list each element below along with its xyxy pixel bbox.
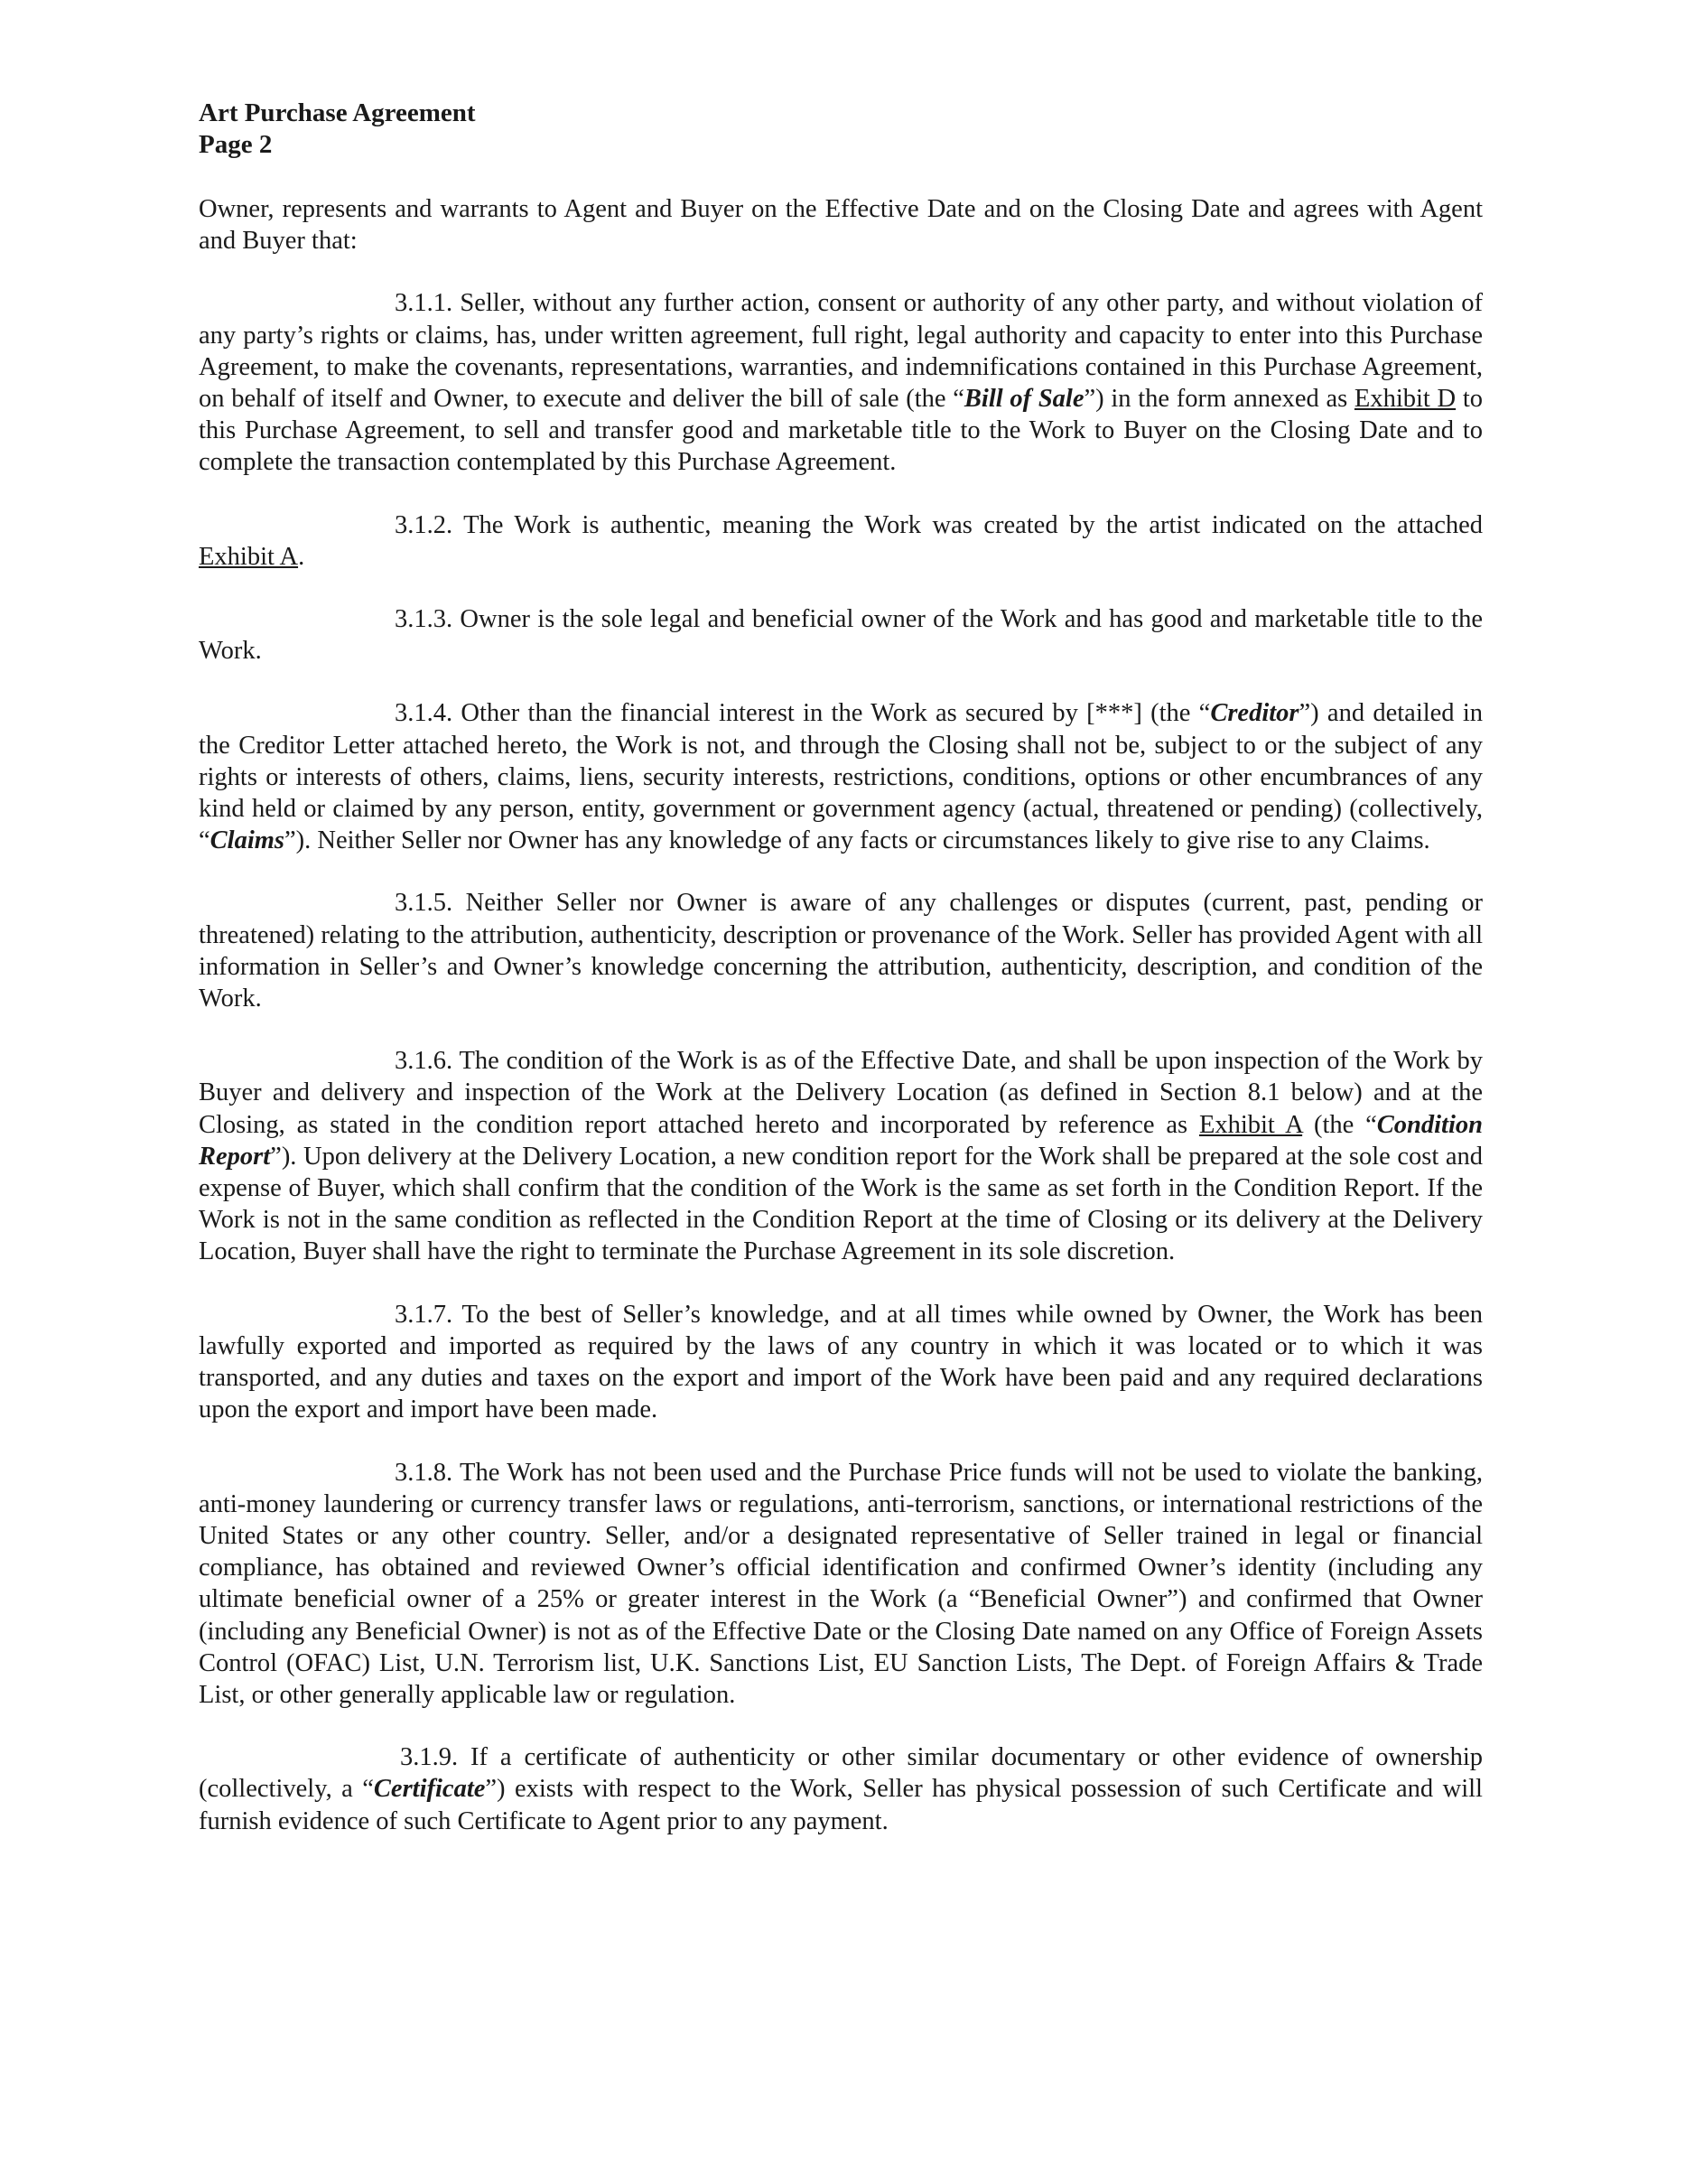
document-page (199, 98, 1483, 1868)
defined-term-condition-report: Condition Report (199, 1110, 1483, 1171)
defined-term-certificate: Certificate (373, 1775, 486, 1804)
exhibit-a-reference: Exhibit A (199, 542, 299, 571)
section-3-1-2: 3.1.2. The Work is authentic, meaning the Work was created by the artist indicated on the attached Exhibit A. (199, 510, 1483, 571)
defined-term-claims: Claims (209, 826, 285, 855)
document-title: Art Purchase Agreement (199, 98, 476, 127)
section-3-1-8: 3.1.8. The Work has not been used and the Purchase Price funds will not be used to violate the banking, anti-money laundering or currency transfer laws or regulations, anti-terrorism, sanctions, or international restrictions of the United States or any other country. Seller, and/or a designated representative of Seller trained in legal or financial compliance, has obtained and reviewed Owner’s official identification and confirmed Owner’s identity (including any ultimate beneficial owner of a 25% or greater interest in the Work (a “Beneficial Owner”) and confirmed that Owner (including any Beneficial Owner) is not as of the Effective Date or the Closing Date named on any Office of Foreign Assets Control (OFAC) List, U.N. Terrorism list, U.K. Sanctions List, EU Sanction Lists, The Dept. of Foreign Affairs & Trade List, or other generally applicable law or regulation. (199, 1458, 1483, 1709)
intro-paragraph: Owner, represents and warrants to Agent and Buyer on the Effective Date and on the Closing Date and agrees with Agent and Buyer that: (199, 195, 1483, 256)
section-3-1-7: 3.1.7. To the best of Seller’s knowledge, and at all times while owned by Owner, the Work has been lawfully exported and imported as required by the laws of any country in which it was located or to which it was transported, and any duties and taxes on the export and import of the Work have been paid and any required declarations upon the export and import have been made. (199, 1300, 1483, 1424)
exhibit-d-reference: Exhibit D (1354, 385, 1457, 414)
section-3-1-4: 3.1.4. Other than the financial interest in the Work as secured by [***] (the “Creditor”) and detailed in the Creditor Letter attached hereto, the Work is not, and through the Closing shall not be, subject to or the subject of any rights or interests of others, claims, liens, security interests, restrictions, conditions, options or other encumbrances of any kind held or claimed by any person, entity, government or government agency (actual, threatened or pending) (collectively, “Claims”). Neither Seller nor Owner has any knowledge of any facts or circumstances likely to give rise to any Claims. (199, 699, 1483, 855)
section-3-1-6: 3.1.6. The condition of the Work is as of the Effective Date, and shall be upon inspection of the Work by Buyer and delivery and inspection of the Work at the Delivery Location (as defined in Section 8.1 below) and at the Closing, as stated in the condition report attached hereto and incorporated by reference as Exhibit A (the “Condition Report”). Upon delivery at the Delivery Location, a new condition report for the Work shall be prepared at the sole cost and expense of Buyer, which shall confirm that the condition of the Work is the same as set forth in the Condition Report. If the Work is not in the same condition as reflected in the Condition Report at the time of Closing or its delivery at the Delivery Location, Buyer shall have the right to terminate the Purchase Agreement in its sole discretion. (199, 1047, 1483, 1266)
defined-term-bill-of-sale: Bill of Sale (964, 385, 1085, 414)
section-3-1-9: 3.1.9. If a certificate of authenticity or other similar documentary or other evidence of ownership (collectively, a “Certificate”) exists with respect to the Work, Seller has physical possession of such Certificate and will furnish evidence of such Certificate to Agent prior to any payment. (199, 1743, 1483, 1835)
section-3-1-3: 3.1.3. Owner is the sole legal and beneficial owner of the Work and has good and marketable title to the Work. (199, 605, 1483, 666)
section-3-1-5: 3.1.5. Neither Seller nor Owner is aware of any challenges or disputes (current, past, pending or threatened) relating to the attribution, authenticity, description or provenance of the Work. Seller has provided Agent with all information in Seller’s and Owner’s knowledge concerning the attribution, authenticity, description, and condition of the Work. (199, 889, 1483, 1013)
section-3-1-1: 3.1.1. Seller, without any further action, consent or authority of any other party, and without violation of any party’s rights or claims, has, under written agreement, full right, legal authority and capacity to enter into this Purchase Agreement, to make the covenants, representations, warranties, and indemnifications contained in this Purchase Agreement, on behalf of itself and Owner, to execute and deliver the bill of sale (the “Bill of Sale”) in the form annexed as Exhibit D to this Purchase Agreement, to sell and transfer good and marketable title to the Work to Buyer on the Closing Date and to complete the transaction contemplated by this Purchase Agreement. (199, 289, 1483, 477)
page-header (199, 98, 1483, 161)
exhibit-a-reference: Exhibit A (1198, 1110, 1303, 1139)
defined-term-creditor: Creditor (1210, 699, 1299, 728)
page-number: Page 2 (199, 130, 273, 159)
